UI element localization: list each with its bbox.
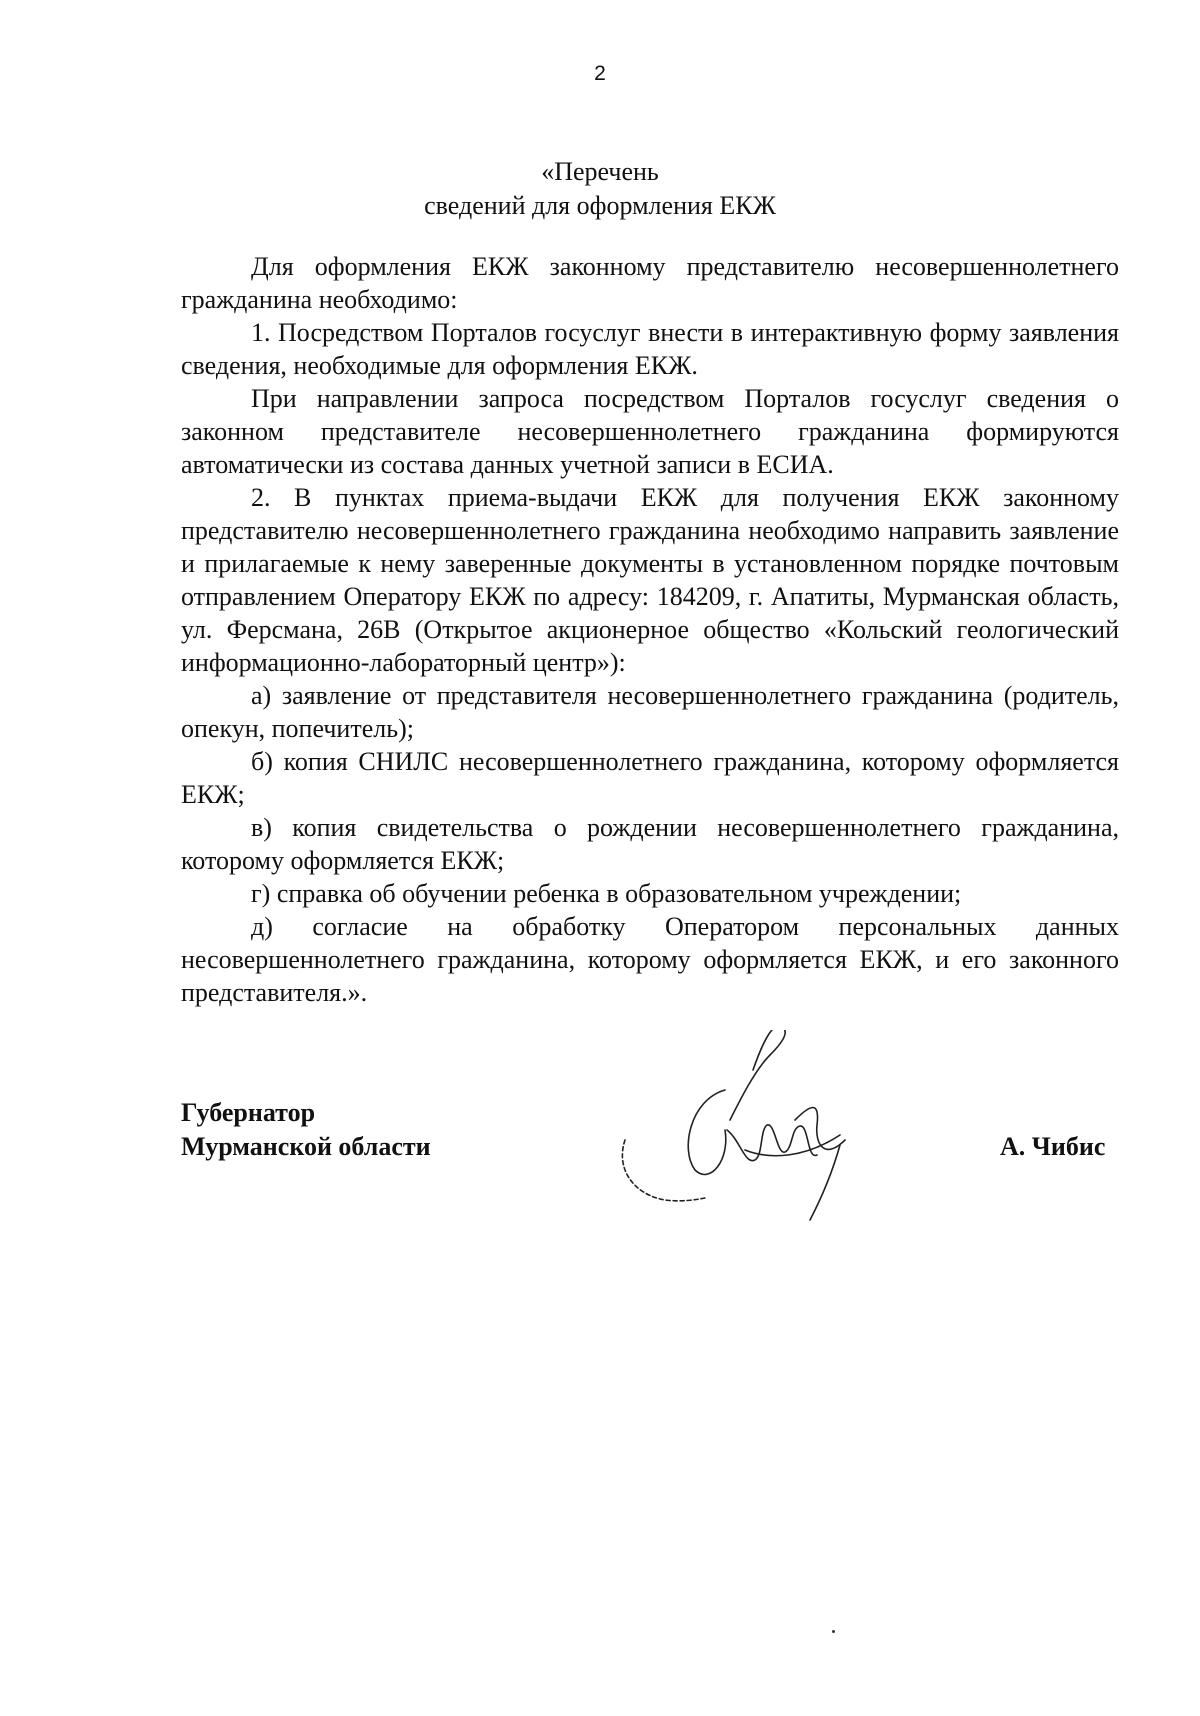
paragraph-subitem-d: д) согласие на обработку Оператором персональных данных несовершеннолетнего гражданина, которому оформляется ЕКЖ, и его законного представителя.». — [181, 912, 1119, 1007]
paragraph-subitem-a: а) заявление от представителя несовершеннолетнего гражданина (родитель, опекун, попечитель); — [181, 681, 1119, 743]
paragraph-subitem-v: в) копия свидетельства о рождении несовершеннолетнего гражданина, которому оформляется ЕКЖ; — [181, 813, 1119, 875]
signatory-title — [181, 1096, 431, 1164]
paragraph-item-1: 1. Посредством Порталов госуслуг внести в интерактивную форму заявления сведения, необходимые для оформления ЕКЖ. — [181, 318, 1119, 380]
handwritten-signature — [595, 1030, 895, 1230]
document-body — [181, 250, 1119, 1009]
paragraph-subitem-b: б) копия СНИЛС несовершеннолетнего гражданина, которому оформляется ЕКЖ; — [181, 747, 1119, 809]
signatory-title-line-2: Мурманской области — [181, 1132, 431, 1161]
heading-line-1: «Перечень — [541, 157, 659, 186]
scan-artifact-dot — [832, 1630, 835, 1633]
signatory-name: А. Чибис — [1000, 1132, 1106, 1161]
page-number: 2 — [594, 62, 606, 85]
paragraph-item-2: 2. В пунктах приема-выдачи ЕКЖ для получения ЕКЖ законному представителю несовершеннолетнего гражданина необходимо направить заявление и прилагаемые к нему заверенные документы в установленном порядке почтовым отправлением Оператору ЕКЖ по адресу: 184209, г. Апатиты, Мурманская область, ул. Ферсмана, 26В (Открытое акционерное общество «Кольский геологический информационно-лабораторный центр»): — [181, 483, 1119, 677]
paragraph-subitem-g: г) справка об обучении ребенка в образовательном учреждении; — [251, 879, 962, 908]
document-heading — [0, 155, 1200, 223]
paragraph-intro: Для оформления ЕКЖ законному представителю несовершеннолетнего гражданина необходимо: — [181, 252, 1119, 314]
heading-line-2: сведений для оформления ЕКЖ — [424, 191, 776, 220]
signatory-title-line-1: Губернатор — [181, 1098, 316, 1127]
paragraph-esia-note: При направлении запроса посредством Порталов госуслуг сведения о законном представителе несовершеннолетнего гражданина формируются автоматически из состава данных учетной записи в ЕСИА. — [181, 384, 1119, 479]
